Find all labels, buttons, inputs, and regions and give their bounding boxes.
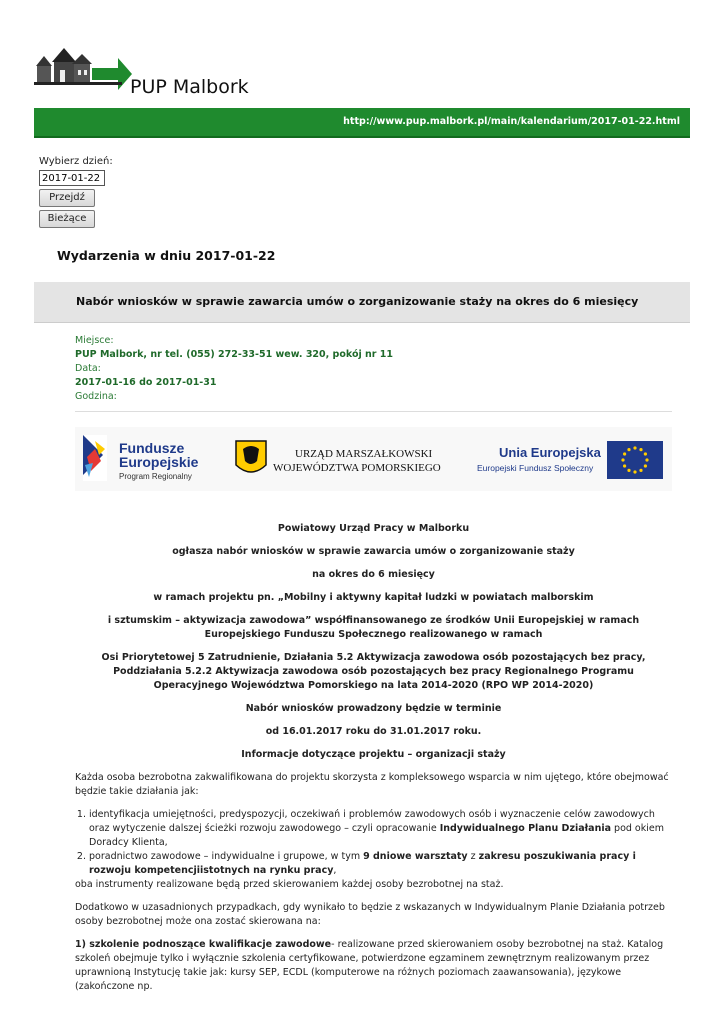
go-button[interactable]: Przejdź (39, 189, 95, 207)
eu-star-icon (644, 464, 647, 467)
event-meta (75, 334, 393, 404)
date-input[interactable] (39, 170, 105, 186)
eu-star-icon (627, 448, 630, 451)
desc-line: ogłasza nabór wniosków w sprawie zawarcia umów o zorganizowanie staży (172, 546, 575, 557)
event-header (34, 282, 690, 323)
desc-paragraph: Każda osoba bezrobotna zakwalifikowana do projektu skorzysta z kompleksowego wsparcia w nim ujętego, które obejmować będzie takie działania jak: (75, 772, 669, 797)
place-value: PUP Malbork, nr tel. (055) 272-33-51 wew. 320, pokój nr 11 (75, 349, 394, 360)
desc-line: i sztumskim – aktywizacja zawodowa” współfinansowanego ze środków Unii Europejskiej w ramach Europejskiego Funduszu Społecznego realizowanego w ramach (107, 615, 640, 640)
eu-star-icon (639, 448, 642, 451)
fe-line3: Program Regionalny (119, 472, 192, 481)
eu-star-icon (623, 452, 626, 455)
castle-arrow-icon (34, 44, 134, 94)
eu-star-icon (633, 446, 636, 449)
date-label: Data: (75, 363, 101, 374)
desc-line: na okres do 6 miesięcy (312, 569, 435, 580)
funding-logos (75, 427, 672, 491)
desc-line: Nabór wniosków prowadzony będzie w terminie (245, 703, 502, 714)
desc-paragraph: oba instrumenty realizowane będą przed skierowaniem każdej osoby bezrobotnej na staż. (75, 879, 504, 890)
time-label: Godzina: (75, 391, 117, 402)
desc-line: Informacje dotyczące projektu – organizacji staży (241, 749, 506, 760)
eu-star-icon (633, 470, 636, 473)
page-title: Wydarzenia w dniu 2017-01-22 (57, 248, 276, 263)
fe-line1: Fundusze (119, 440, 185, 456)
desc-paragraph: 1) szkolenie podnoszące kwalifikacje zawodowe- realizowane przed skierowaniem osoby bezrobotnej na staż. Katalog szkoleń obejmuje tylko i wyłącznie szkolenia certyfikowane, potwierdzone egzaminem zewnętrznym realizowanym przez uprawnioną Instytucję takie jak: kursy SEP, ECDL (komputerowe na różnych poziomach zaawansowania), językowe (zakończone np. (75, 939, 664, 992)
unia-europejska-logo (477, 441, 663, 479)
event-description (75, 522, 672, 1003)
eu-star-icon (639, 469, 642, 472)
ue-line2: Europejski Fundusz Społeczny (477, 463, 594, 473)
funding-logos-banner (75, 427, 672, 491)
eu-star-icon (621, 458, 624, 461)
eu-star-icon (627, 469, 630, 472)
place-label: Miejsce: (75, 335, 114, 346)
eu-star-icon (623, 464, 626, 467)
page-url[interactable]: http://www.pup.malbork.pl/main/kalendarium/2017-01-22.html (343, 116, 680, 127)
current-button[interactable]: Bieżące (39, 210, 95, 228)
date-value: 2017-01-16 do 2017-01-31 (75, 377, 217, 388)
um-line2: WOJEWÓDZTWA POMORSKIEGO (273, 462, 441, 474)
date-picker-label: Wybierz dzień: (39, 156, 113, 167)
desc-line: Powiatowy Urząd Pracy w Malborku (277, 523, 470, 534)
eu-star-icon (644, 452, 647, 455)
divider (75, 411, 672, 412)
desc-line: od 16.01.2017 roku do 31.01.2017 roku. (265, 726, 482, 737)
um-line1: URZĄD MARSZAŁKOWSKI (295, 448, 433, 460)
header-bar (34, 108, 690, 138)
date-picker (39, 156, 113, 231)
eu-star-icon (645, 458, 648, 461)
desc-paragraph: Dodatkowo w uzasadnionych przypadkach, gdy wynikało to będzie z wskazanych w Indywidualnym Planie Działania potrzeb osoby bezrobotnej może ona zostać skierowana na: (75, 902, 665, 927)
list-item: 1. identyfikacja umiejętności, predyspozycji, oczekiwań i problemów zawodowych osób i wyznaczenie celów zawodowych oraz wytyczenie dalszej ścieżki rozwoju zawodowego – czyli opracowanie Indywidualnego Planu Działania pod okiem Doradcy Klienta, (89, 808, 672, 850)
urzad-marszalkowski-logo (236, 441, 441, 474)
support-list (75, 808, 672, 878)
fundusze-europejskie-logo (83, 435, 199, 481)
event-title[interactable]: Nabór wniosków w sprawie zawarcia umów o zorganizowanie staży na okres do 6 miesięcy (76, 295, 639, 308)
desc-line: Osi Priorytetowej 5 Zatrudnienie, Działania 5.2 Aktywizacja zawodowa osób pozostających bez pracy, Poddziałania 5.2.2 Aktywizacja zawodowa osób pozostających bez pracy Regionalnego Programu Operacyjnego Województwa Pomorskiego na lata 2014-2020 (RPO WP 2014-2020) (101, 652, 646, 691)
fe-line2: Europejskie (119, 454, 199, 470)
desc-line: w ramach projektu pn. „Mobilny i aktywny kapitał ludzki w powiatach malborskim (153, 592, 594, 603)
site-name: PUP Malbork (130, 76, 249, 98)
list-item: 2. poradnictwo zawodowe – indywidualne i grupowe, w tym 9 dniowe warsztaty z zakresu poszukiwania pracy i rozwoju kompetencjiistotnych na rynku pracy, (89, 850, 672, 878)
ue-line1: Unia Europejska (499, 445, 601, 460)
